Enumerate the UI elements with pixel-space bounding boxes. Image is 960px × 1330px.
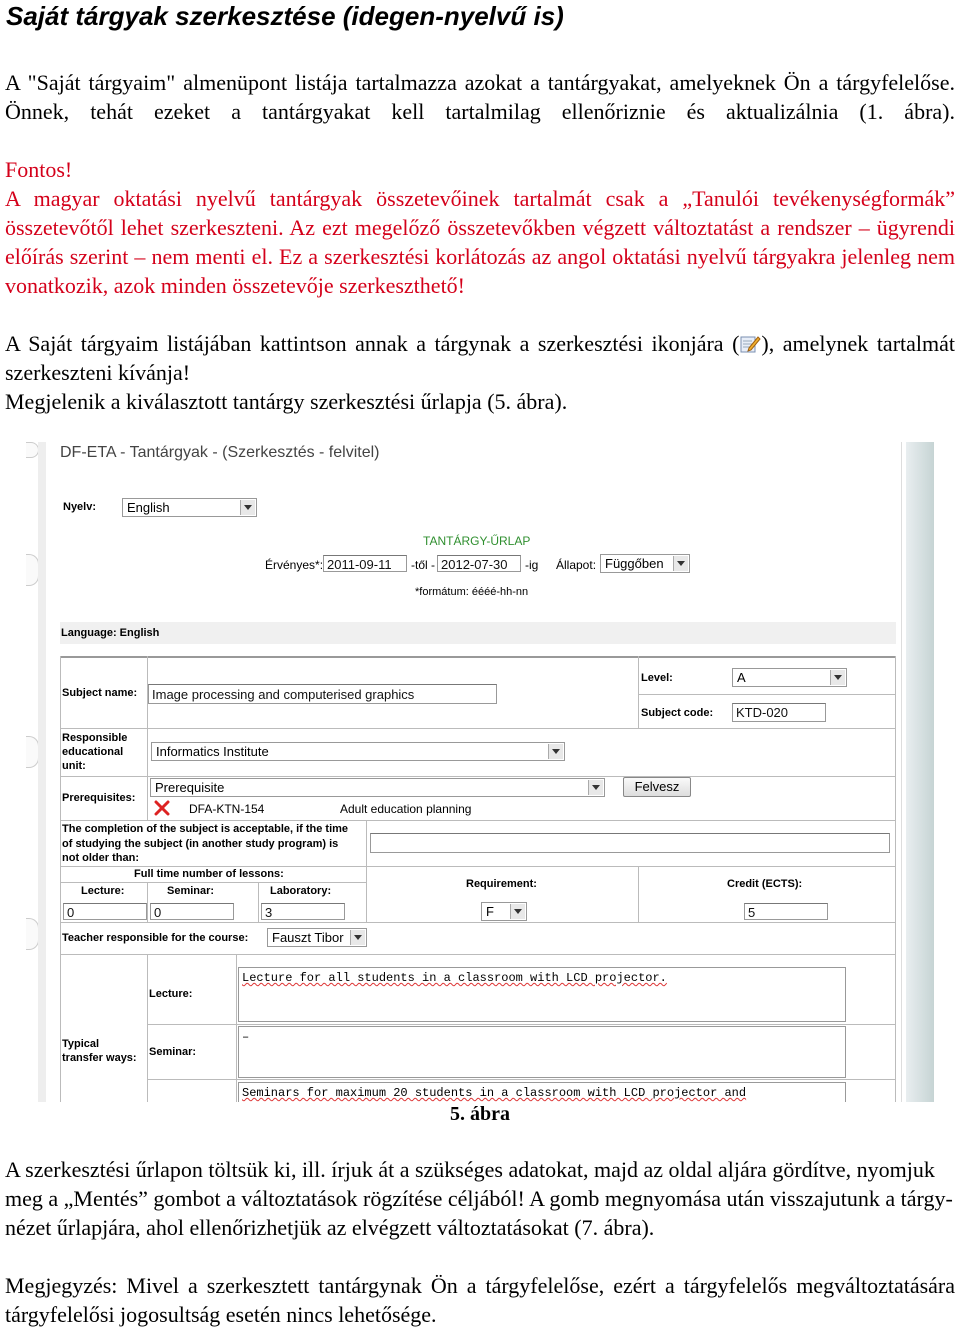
level-select[interactable] <box>732 668 847 687</box>
status-select[interactable] <box>600 554 690 573</box>
lecture-hours-input[interactable]: 0 <box>63 903 147 920</box>
valid-to-input[interactable]: 2012-07-30 <box>437 555 521 572</box>
subject-code-label: Subject code: <box>641 707 714 719</box>
chevron-down-icon <box>588 780 603 795</box>
form-appears-paragraph: Megjelenik a kiválasztott tantárgy szerkesztési űrlapja (5. ábra). <box>5 389 568 414</box>
completion-input[interactable] <box>370 833 890 853</box>
chevron-down-icon <box>510 904 525 919</box>
after-form-paragraph: A szerkesztési űrlapon töltsük ki, ill. írjuk át a szükséges adatokat, majd az oldal aljára gördítve, nyomjuk meg a „Mentés” gombot a változtatások rögzítése céljából! A gomb megnyomása után visszajutunk a tárgy-nézet űrlapjára, ahol ellenőrizhetjük az elvégzett változtatásokat (7. ábra). <box>5 1157 953 1240</box>
level-label: Level: <box>641 672 673 684</box>
edit-icon-paragraph <box>5 329 955 387</box>
language-label: Nyelv: <box>63 501 97 513</box>
language-line: Language: English <box>61 627 160 639</box>
responsible-unit-label-line1: Responsible <box>62 732 128 744</box>
chevron-down-icon <box>548 744 563 759</box>
requirement-select[interactable] <box>481 902 527 921</box>
edit-pencil-icon <box>739 334 761 354</box>
lecture-hours-label: Lecture: <box>81 885 125 897</box>
from-suffix: -től - <box>411 558 435 572</box>
subject-code-input[interactable]: KTD-020 <box>732 703 826 722</box>
laboratory-hours-input[interactable]: 3 <box>261 903 345 920</box>
prerequisite-select[interactable] <box>150 778 605 797</box>
intro-paragraph: A "Saját tárgyaim" almenüpont listája tartalmazza azokat a tantárgyakat, amelyeknek Ön a tárgyfelelőse. Önnek, tehát ezeket a tantárgyakat kell tartalmilag ellenőriznie és aktualizálnia (1. ábra). <box>5 70 955 124</box>
status-label: Állapot: <box>556 558 597 572</box>
lecture-method-label: Lecture: <box>149 988 193 1000</box>
chevron-down-icon <box>673 556 688 571</box>
edit-icon-paragraph-start: A Saját tárgyaim listájában kattintson annak a tárgynak a szerkesztési ikonjára ( <box>5 331 740 356</box>
seminar-hours-input[interactable]: 0 <box>150 903 234 920</box>
to-suffix: -ig <box>525 558 539 572</box>
chevron-down-icon <box>350 930 365 945</box>
scrollbar-right[interactable] <box>906 442 934 1102</box>
note-paragraph: Megjegyzés: Mivel a szerkesztett tantárgynak Ön a tárgyfelelőse, ezért a tárgyfelelős megváltoztatására tárgyfelelősi jogosultság esetén nincs lehetősége. <box>5 1273 955 1327</box>
page-title: Saját tárgyak szerkesztése (idegen-nyelvű is) <box>6 1 564 31</box>
important-label: Fontos! <box>5 157 73 182</box>
figure-caption: 5. ábra <box>450 1103 510 1125</box>
responsible-unit-label <box>62 731 127 773</box>
delete-x-icon[interactable] <box>154 800 170 816</box>
level-select-value: A <box>737 670 746 685</box>
requirement-label: Requirement: <box>466 878 537 890</box>
teacher-select[interactable] <box>267 928 367 947</box>
teacher-label: Teacher responsible for the course: <box>62 932 249 944</box>
language-select[interactable] <box>122 498 257 517</box>
valid-label: Érvényes*: <box>265 558 324 572</box>
requirement-select-value: F <box>486 904 494 919</box>
important-paragraph: A magyar oktatási nyelvű tantárgyak összetevőinek tartalmát csak a „Tanulói tevékenységformák” összetevőtől lehet szerkeszteni. Az ezt megelőző összetevőkben végzett változtatást a rendszer – ügyrendi előírás szerint – nem menti el. Ez a szerkesztési korlátozás az angol oktatási nyelvű tárgyakra jelenleg nem vonatkozik, azok minden összetevője szerkeszthető! <box>5 186 955 298</box>
laboratory-hours-label: Laboratory: <box>270 885 332 897</box>
status-select-value: Függőben <box>605 556 664 571</box>
prerequisite-code: DFA-KTN-154 <box>189 802 265 816</box>
date-format-note: *formátum: éééé-hh-nn <box>415 586 529 598</box>
form-subtitle: TANTÁRGY-ŰRLAP <box>423 534 531 548</box>
subject-name-input[interactable]: Image processing and computerised graphics <box>148 684 497 704</box>
language-select-value: English <box>127 500 170 515</box>
edit-icon-paragraph-end: ), amelynek tartalmát szerkeszteni kívánja! <box>5 331 955 385</box>
completion-label-line2: of studying the subject (in another study program) is <box>62 837 339 850</box>
credit-input[interactable]: 5 <box>744 903 828 920</box>
typical-transfer-label-line2: transfer ways: <box>62 1052 137 1064</box>
seminar-method-label: Seminar: <box>149 1046 197 1058</box>
chevron-down-icon <box>240 500 255 515</box>
typical-transfer-label-line1: Typical <box>62 1038 100 1050</box>
typical-transfer-label <box>62 1037 137 1065</box>
prerequisite-name: Adult education planning <box>340 802 472 816</box>
responsible-unit-value: Informatics Institute <box>156 744 269 759</box>
completion-label-line3: not older than: <box>62 852 139 864</box>
prerequisites-label: Prerequisites: <box>62 792 136 804</box>
lecture-method-textarea[interactable] <box>238 967 846 1022</box>
seminar-method-textarea[interactable]: – <box>238 1026 846 1078</box>
prerequisite-select-value: Prerequisite <box>155 780 225 795</box>
teacher-select-value: Fauszt Tibor <box>272 930 344 945</box>
subject-name-label: Subject name: <box>62 687 138 699</box>
responsible-unit-label-line3: unit: <box>62 760 86 772</box>
chevron-down-icon <box>830 670 845 685</box>
completion-label-line1: The completion of the subject is acceptable, if the time <box>62 823 349 835</box>
seminar-extra-text: Seminars for maximum 20 students in a classroom with LCD projector and <box>242 1086 747 1100</box>
lecture-method-text: Lecture for all students in a classroom with LCD projector. <box>242 971 667 985</box>
add-prerequisite-button[interactable]: Felvesz <box>623 777 691 797</box>
valid-from-input[interactable]: 2011-09-11 <box>323 555 407 572</box>
form-header: DF-ETA - Tantárgyak - (Szerkesztés - felvitel) <box>60 444 380 461</box>
responsible-unit-select[interactable] <box>151 742 565 761</box>
credit-label: Credit (ECTS): <box>727 878 803 890</box>
completion-label <box>62 822 348 866</box>
responsible-unit-label-line2: educational <box>62 746 124 758</box>
form-screenshot <box>26 442 934 1102</box>
seminar-extra-textarea[interactable] <box>238 1082 846 1102</box>
seminar-hours-label: Seminar: <box>167 885 215 897</box>
full-time-lessons-label: Full time number of lessons: <box>134 868 284 880</box>
